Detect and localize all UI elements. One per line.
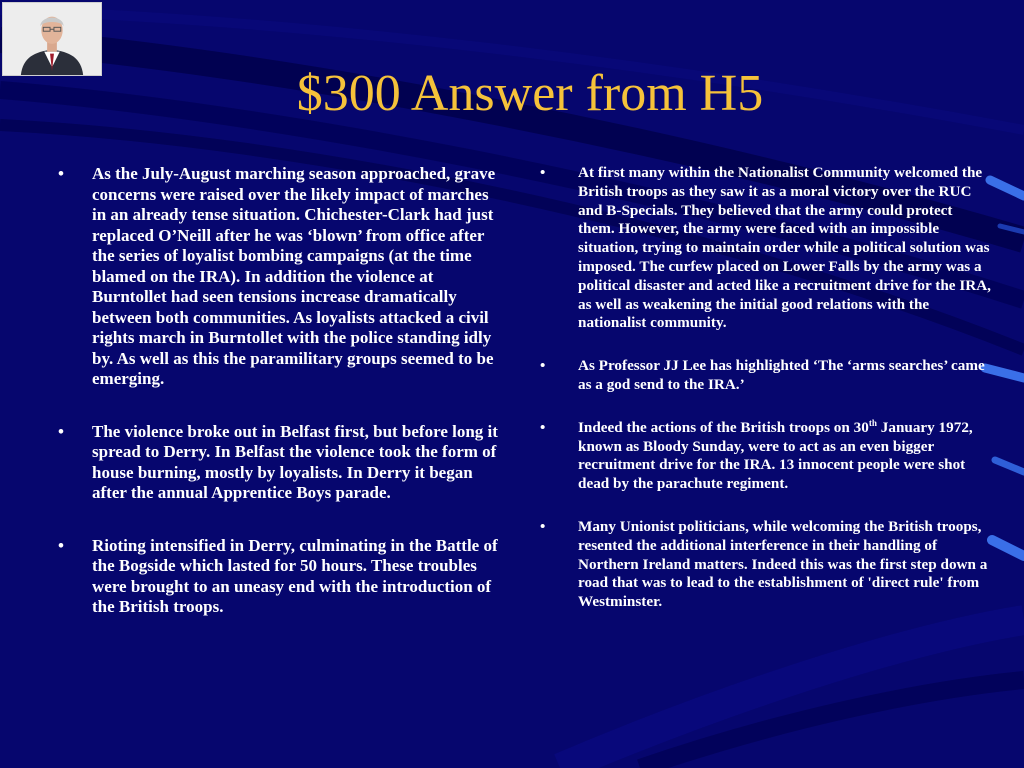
host-portrait-icon	[3, 3, 101, 75]
bullet-text-part: Indeed the actions of the British troops on 30	[578, 418, 869, 436]
bullet-text	[578, 419, 973, 492]
ordinal-suffix: th	[868, 417, 877, 428]
left-bullet-list	[58, 164, 498, 650]
bullet-icon: •	[540, 164, 546, 181]
bullet-icon: •	[540, 418, 546, 436]
bullet-icon: •	[540, 517, 546, 535]
right-bullet-list	[540, 164, 992, 636]
bullet-text: As the July-August marching season approached, grave concerns were raised over the likely impact of marches in an already tense situation. Chichester-Clark had just replaced O’Neill after he was ‘blown’ from office after the series of loyalist bombing campaigns (at the time blamed on the IRA). In addition the violence at Burntollet had seen tensions increase dramatically between both communities. As loyalists attacked a civil rights march in Burntollet with the police standing idly by. As well as this the paramilitary groups seemed to be emerging.	[92, 164, 496, 388]
bullet-icon: •	[58, 164, 64, 183]
list-item	[540, 357, 992, 395]
bullet-text: As Professor JJ Lee has highlighted ‘The ‘arms searches’ came as a god send to the IRA.’	[578, 357, 985, 393]
bullet-text: Rioting intensified in Derry, culminating in the Battle of the Bogside which lasted for 50 hours. These troubles were brought to an uneasy end with the introduction of the British troops.	[92, 535, 498, 616]
list-item	[540, 518, 992, 612]
list-item	[540, 164, 992, 333]
bullet-icon: •	[540, 357, 546, 375]
list-item	[58, 536, 498, 618]
list-item	[58, 422, 498, 504]
bullet-text: At first many within the Nationalist Community welcomed the British troops as they saw it as a moral victory over the RUC and B-Specials. They believed that the army could protect them. However, the army were faced with an impossible situation, trying to maintain order while a political solution was imposed. The curfew placed on Lower Falls by the army was a political disaster and acted like a recruitment drive for the IRA, as well as weakening the initial good relations with the nationalist community.	[578, 164, 991, 332]
slide-title: $300 Answer from H5	[296, 65, 764, 122]
bullet-text: The violence broke out in Belfast first, but before long it spread to Derry. In Belfast the violence took the form of house burning, mostly by loyalists. In Derry it began after the annual Apprentice Boys parade.	[92, 421, 498, 502]
list-item	[540, 419, 992, 494]
bullet-icon: •	[58, 421, 64, 441]
bullet-text: Many Unionist politicians, while welcoming the British troops, resented the additional interference in their handling of Northern Ireland matters. Indeed this was the first step down a road that was to lead to the establishment of 'direct rule' from Westminster.	[578, 517, 988, 611]
bullet-text-part: January 1972, known as Bloody Sunday, were to act as an even bigger recruitment drive for the IRA. 13 innocent people were shot dead by the parachute regiment.	[578, 418, 973, 493]
bullet-icon: •	[58, 535, 64, 555]
list-item	[58, 164, 498, 390]
host-photo	[2, 2, 102, 76]
